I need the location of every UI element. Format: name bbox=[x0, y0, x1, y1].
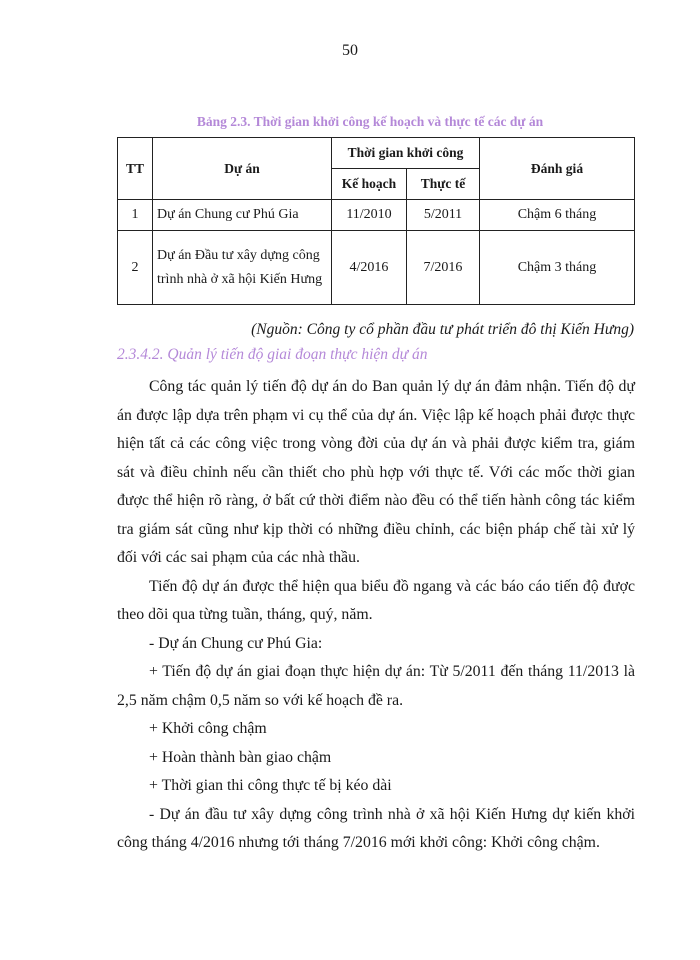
paragraph: + Tiến độ dự án giai đoạn thực hiện dự án: Từ 5/2011 đến tháng 11/2013 là 2,5 năm chậm 0,5 năm so với kế hoạch đề ra. bbox=[117, 663, 635, 709]
table-row bbox=[118, 231, 635, 305]
header-plan: Kế hoạch bbox=[332, 169, 407, 200]
table-caption: Bảng 2.3. Thời gian khởi công kế hoạch và thực tế các dự án bbox=[196, 114, 544, 129]
cell-project: Dự án Đầu tư xây dựng công trình nhà ở xã hội Kiến Hưng bbox=[153, 231, 332, 305]
cell-evaluation: Chậm 6 tháng bbox=[480, 200, 635, 231]
source-note: (Nguồn: Công ty cổ phần đầu tư phát triển đô thị Kiến Hưng) bbox=[251, 321, 634, 338]
project-start-time-table bbox=[117, 137, 635, 305]
header-tt: TT bbox=[118, 138, 153, 200]
page-number: 50 bbox=[342, 42, 358, 59]
cell-plan: 11/2010 bbox=[332, 200, 407, 231]
header-actual: Thực tế bbox=[407, 169, 480, 200]
paragraph: - Dự án Chung cư Phú Gia: bbox=[149, 634, 323, 652]
section-heading: 2.3.4.2. Quản lý tiến độ giai đoạn thực hiện dự án bbox=[117, 346, 428, 363]
cell-tt: 2 bbox=[118, 231, 153, 305]
list-item: + Thời gian thi công thực tế bị kéo dài bbox=[149, 777, 392, 794]
header-start-time-group: Thời gian khởi công bbox=[332, 138, 480, 169]
paragraph: Công tác quản lý tiến độ dự án do Ban quản lý dự án đảm nhận. Tiến độ dự án được lập dựa trên phạm vi cụ thể của dự án. Việc lập kế hoạch phải được thực hiện tất cả các công việc trong vòng đời của dự án và phải được kiểm tra, giám sát và điều chỉnh nếu cần thiết cho phù hợp với thực tế. Với các mốc thời gian được thể hiện rõ ràng, ở bất cứ thời điểm nào đều có thể tiến hành công tác kiểm tra giám sát cũng như kịp thời có những điều chỉnh, các biện pháp chế tài xử lý đối với các sai phạm của các nhà thầu. bbox=[117, 378, 635, 566]
cell-plan: 4/2016 bbox=[332, 231, 407, 305]
list-item: + Khởi công chậm bbox=[149, 720, 267, 737]
list-item: + Hoàn thành bàn giao chậm bbox=[149, 748, 332, 766]
cell-tt: 1 bbox=[118, 200, 153, 231]
body-text bbox=[117, 373, 635, 858]
cell-project: Dự án Chung cư Phú Gia bbox=[153, 200, 332, 231]
cell-actual: 5/2011 bbox=[407, 200, 480, 231]
cell-evaluation: Chậm 3 tháng bbox=[480, 231, 635, 305]
table-row bbox=[118, 200, 635, 231]
paragraph: - Dự án đầu tư xây dựng công trình nhà ở xã hội Kiến Hưng dự kiến khởi công tháng 4/2016 nhưng tới tháng 7/2016 mới khởi công: Khởi công chậm. bbox=[117, 805, 635, 851]
paragraph: Tiến độ dự án được thể hiện qua biểu đồ ngang và các báo cáo tiến độ được theo dõi qua từng tuần, tháng, quý, năm. bbox=[117, 577, 635, 623]
header-project: Dự án bbox=[153, 138, 332, 200]
header-evaluation: Đánh giá bbox=[480, 138, 635, 200]
cell-actual: 7/2016 bbox=[407, 231, 480, 305]
